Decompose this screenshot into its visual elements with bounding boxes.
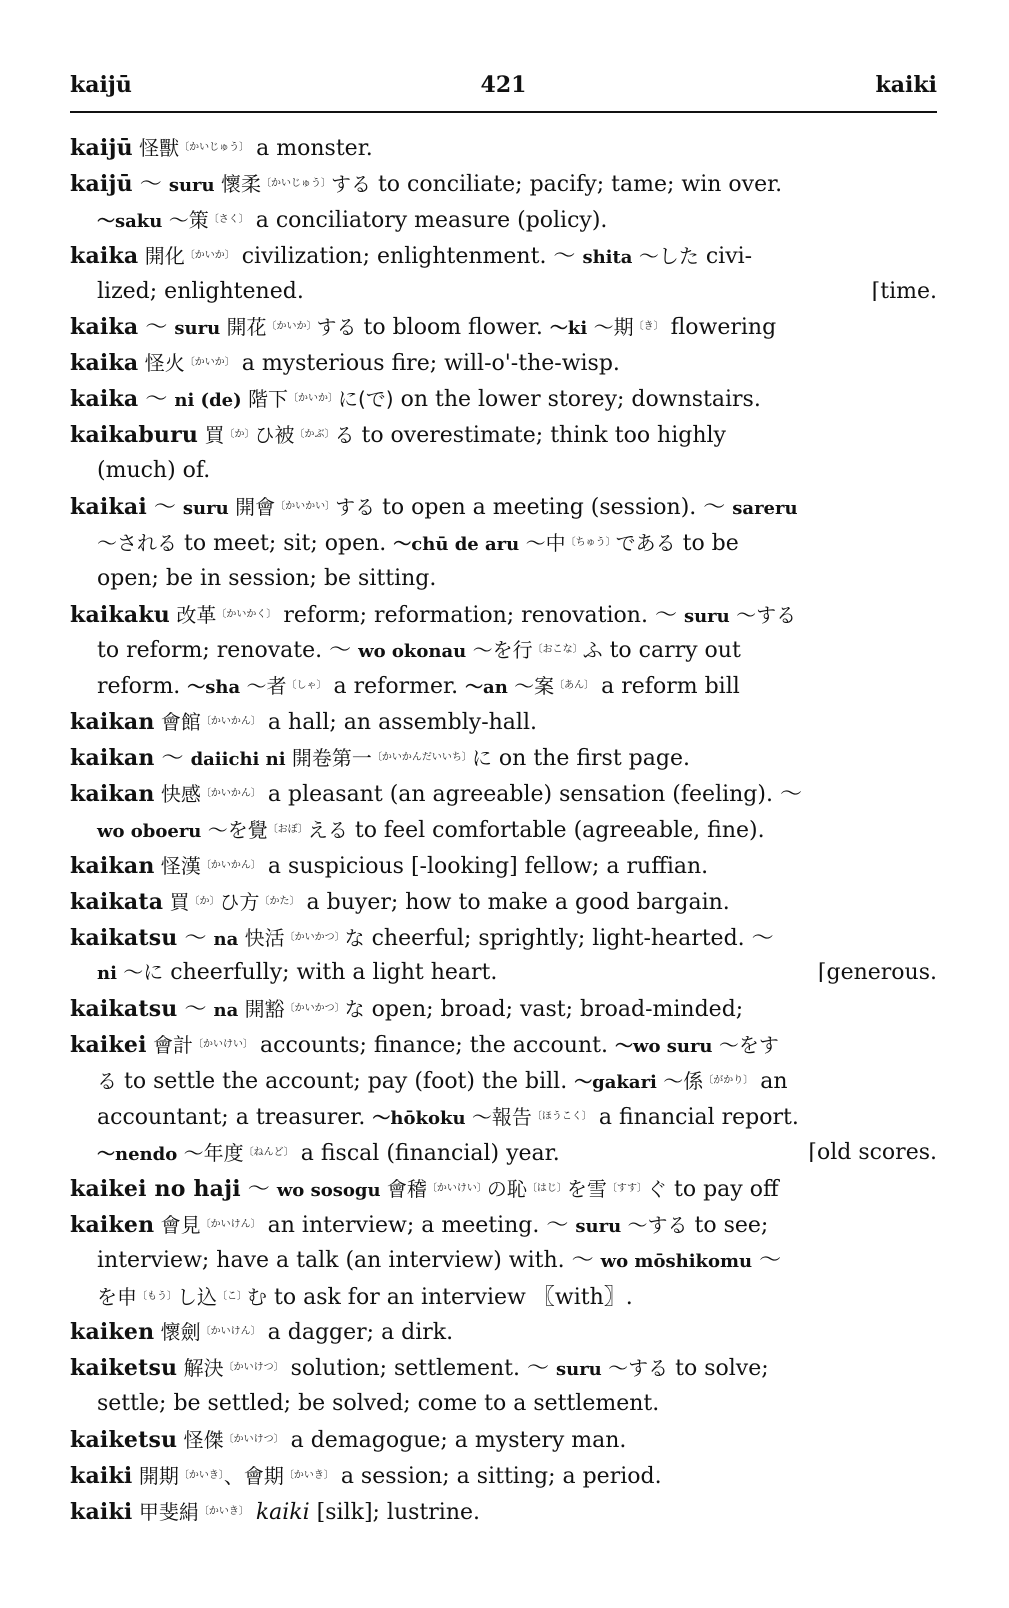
running-head-right: kaiki [875,72,937,98]
entry-line [70,381,937,417]
definition-text: to pay off [667,1176,779,1202]
definition-text: cheerfully; with a light heart. [163,960,498,986]
entry-line [70,597,937,633]
japanese-text: 快活 [238,925,285,950]
phrase: suru [683,605,730,627]
japanese-text: 怪獸 [132,136,180,160]
definition-text: to be [675,530,739,556]
japanese-text: ～年度 [177,1140,244,1165]
phrase: na [213,928,239,950]
entry-continuation-line [70,1135,937,1171]
furigana: 〔こ〕 [217,1290,247,1302]
entry-continuation-line [70,1243,937,1279]
phrase: wo oboeru [97,820,202,842]
entry-line [70,884,937,920]
japanese-text: 開會 [228,494,276,519]
definition-text: a reform bill [594,674,740,700]
definition-text: (much) of. [97,458,211,484]
definition-text: a session; a sitting; a period. [333,1463,662,1489]
furigana: 〔かいけん〕 [200,1326,261,1338]
japanese-text: ～中 [519,530,566,555]
japanese-text: ～をす [712,1033,779,1058]
definition-text: to see; [687,1212,769,1238]
furigana: 〔かいき〕 [283,1469,334,1481]
phrase: na [213,1000,239,1022]
phrase: wo okonau [358,641,467,663]
phrase: ～sha [187,677,241,699]
furigana: 〔かいか〕 [287,393,338,405]
phrase: ～nendo [97,1143,178,1165]
definition-text: reform. [97,674,188,700]
entry-continuation-line [70,202,937,238]
headword: kaikatsu [70,924,178,951]
definition-text: open; be in session; be sitting. [97,565,437,591]
japanese-text: ～者 [240,674,287,699]
definition-text: a fiscal (financial) year. [293,1140,560,1166]
furigana: 〔かいけい〕 [426,1182,487,1194]
japanese-text: ～する [601,1356,669,1381]
furigana: 〔か〕 [224,429,255,441]
japanese-text: を雪 [566,1176,607,1201]
furigana: 〔かぶ〕 [294,429,335,441]
furigana: 〔ねんど〕 [243,1146,294,1158]
phrase: suru [168,174,215,196]
furigana: 〔かいけい〕 [193,1039,254,1051]
entry-continuation-line [70,955,937,991]
japanese-text: る [334,423,355,448]
japanese-text: 怪火 [138,351,185,376]
headword: kaikata [70,888,164,915]
phrase: sareru [732,497,798,519]
furigana: 〔か〕 [189,895,220,907]
definition-text: an interview; a meeting. ～ [260,1212,576,1238]
japanese-text: である [615,530,676,555]
definition-text: a demagogue; a mystery man. [283,1428,627,1454]
japanese-text: ～案 [507,674,555,699]
furigana: 〔かいかん〕 [200,788,261,800]
definition-text: cheerful; sprightly; light-hearted. ～ [364,925,774,951]
japanese-text: ～される [97,530,177,555]
entry-line [70,345,937,381]
headword: kaika [70,386,139,413]
headword: kaika [70,350,139,377]
phrase: suru [575,1215,622,1237]
japanese-text: 、會期 [223,1463,284,1488]
phrase: daiichi ni [190,749,286,771]
japanese-text: ～する [729,602,797,627]
entry-line [70,489,937,525]
entry-continuation-line [70,1099,937,1135]
definition-text: to feel comfortable (agreeable, fine). [347,817,765,843]
furigana: 〔かた〕 [259,895,300,907]
furigana: 〔おこな〕 [532,644,583,656]
definition-text: ～ [240,1176,277,1202]
entry-line [70,704,937,740]
furigana: 〔がかり〕 [703,1075,754,1087]
definition-text: to settle the account; pay (foot) the bill. [117,1069,575,1095]
entry-line [70,238,937,274]
definition-text: accountant; a treasurer. [97,1105,373,1131]
headword: kaikaku [70,601,170,628]
phrase: ～wo suru [614,1036,713,1058]
phrase: wo mōshikomu [600,1250,753,1272]
japanese-text: 怪傑 [177,1428,224,1453]
japanese-text: 買 [163,889,190,914]
entry-line [70,1350,937,1386]
furigana: 〔かいか〕 [184,249,235,261]
overflow-word: ⌈generous. [817,960,937,986]
entry-line [70,166,937,202]
furigana: 〔もう〕 [137,1290,177,1302]
furigana: 〔かいかつ〕 [284,931,345,943]
headword: kaikatsu [70,996,178,1023]
definition-text: flowering [663,315,777,341]
definition-text: to ask for an interview 〖with〗. [267,1284,633,1310]
furigana: 〔ほうこく〕 [531,1111,592,1123]
definition-text: a mysterious fire; will-o'-the-wisp. [234,351,620,377]
headword: kaiki [70,1498,133,1525]
header-rule [70,111,937,113]
headword: kaika [70,314,139,341]
japanese-text: 開期 [132,1463,179,1488]
headword: kaiken [70,1211,155,1238]
definition-text: interview; have a talk (an interview) with. ～ [97,1247,601,1273]
definition-text: civilization; enlightenment. ～ [234,243,583,269]
japanese-text: える [307,817,348,842]
headword: kaijū [70,135,133,161]
headword: kaikan [70,745,155,772]
definition-text: ～ [177,997,214,1023]
definition-text: settle; be settled; be solved; come to a settlement. [97,1391,660,1417]
entry-continuation-line [70,812,937,848]
headword: kaikan [70,709,155,736]
headword: kaikaburu [70,422,199,449]
furigana: 〔かいかん〕 [200,859,261,871]
entry-continuation-line [70,561,937,597]
entry-line [70,417,937,453]
entry-line [70,848,937,884]
entry-line [70,920,937,956]
definition-text: reform; reformation; renovation. ～ [276,602,684,628]
japanese-text: ～を覺 [201,817,268,842]
japanese-text: ～を行 [466,638,533,663]
phrase: ～hōkoku [372,1108,466,1130]
furigana: 〔あん〕 [554,680,595,692]
definition-text: civi- [698,243,753,269]
headword: kaikan [70,781,155,808]
definition-text: on the first page. [491,746,690,772]
furigana: 〔さく〕 [208,213,249,225]
running-head-left: kaijū [70,72,132,98]
japanese-text: ひ被 [254,423,295,448]
japanese-text: む [247,1284,267,1309]
page-header [70,72,937,106]
japanese-text: 開花 [220,315,267,340]
entry-continuation-line [70,274,937,310]
furigana: 〔おぼ〕 [267,823,308,835]
entry-continuation-line [70,1063,937,1099]
japanese-text: し込 [177,1284,217,1309]
definition-text: ～ [138,315,175,341]
furigana: 〔かいか〕 [184,357,235,369]
definition-text: accounts; finance; the account. [253,1033,615,1059]
definition-text: lized; enlightened. [97,278,304,304]
entry-line [70,1494,937,1530]
entry-line [70,776,937,812]
headword: kaijū [70,170,133,197]
furigana: 〔かいけつ〕 [223,1362,284,1374]
japanese-text: に [471,746,492,771]
headword: kaika [70,242,139,269]
japanese-text: 階下 [241,387,288,412]
headword: kaikai [70,493,147,520]
japanese-text: 會計 [146,1033,194,1058]
phrase: ～saku [97,210,163,232]
japanese-text: る [97,1069,117,1094]
japanese-text: 甲斐絹 [132,1499,199,1524]
japanese-text: ～に [116,960,164,985]
definition-text: a financial report. [591,1105,799,1131]
japanese-text: 懷柔 [214,171,261,196]
japanese-text: な [344,997,365,1022]
japanese-text: 快感 [154,782,201,807]
furigana: 〔かいかんだいいち〕 [371,752,472,764]
phrase: ni (de) [174,390,242,412]
entry-continuation-line [70,1279,937,1315]
entry-line [70,1027,937,1063]
furigana: 〔かいき〕 [178,1469,224,1481]
furigana: 〔すす〕 [606,1182,648,1194]
headword: kaiketsu [70,1355,178,1382]
entry-continuation-line [70,632,937,668]
japanese-text: 改革 [170,602,217,627]
entry-line [70,740,937,776]
entry-continuation-line [70,453,937,489]
italic-text: kaiki [248,1499,310,1525]
overflow-word: ⌈time. [871,278,937,304]
definition-text: [silk]; lustrine. [309,1499,480,1525]
japanese-text: を申 [97,1284,137,1309]
definition-text: a buyer; how to make a good bargain. [299,889,730,915]
entry-line [70,1207,937,1243]
japanese-text: に(で) [337,387,394,412]
definition-text: open; broad; vast; broad-minded; [364,997,744,1023]
definition-text: to overestimate; think too highly [354,423,726,449]
definition-text: solution; settlement. ～ [283,1356,556,1382]
definition-text: a suspicious [-looking] fellow; a ruffian. [260,853,709,879]
phrase: ～gakari [574,1072,657,1094]
definition-text: to meet; sit; open. [177,530,394,556]
japanese-text: な [344,925,365,950]
definition-text: a reformer. [326,674,466,700]
definition-text: to solve; [668,1356,769,1382]
entry-line [70,309,937,345]
japanese-text: する [330,171,371,196]
japanese-text: 怪漢 [154,853,201,878]
headword: kaiketsu [70,1427,178,1454]
entry-line [70,1314,937,1350]
furigana: 〔しゃ〕 [286,680,327,692]
furigana: 〔かいか〕 [266,321,317,333]
japanese-text: 懷劍 [154,1320,201,1345]
definition-text: a pleasant (an agreeable) sensation (feeling). ～ [260,782,802,808]
japanese-text: ～する [621,1212,688,1237]
japanese-text: の恥 [486,1176,527,1201]
definition-text: ～ [146,494,183,520]
japanese-text: ぐ [647,1176,668,1201]
furigana: 〔かいけつ〕 [223,1434,284,1446]
headword: kaikei no haji [70,1175,241,1202]
phrase: ～chū de aru [393,533,520,555]
japanese-text: ～策 [162,207,209,232]
definition-text: on the lower storey; downstairs. [393,387,761,413]
phrase: suru [174,318,221,340]
definition-text: ～ [177,925,214,951]
headword: kaikan [70,852,155,879]
furigana: 〔かいじゅう〕 [260,177,331,189]
entry-continuation-line [70,668,937,704]
definition-text: to carry out [602,638,741,664]
japanese-text: ひ方 [219,889,260,914]
japanese-text: ふ [582,638,603,663]
definition-text: an [753,1069,788,1095]
japanese-text: 開豁 [238,997,285,1022]
japanese-text: する [335,494,376,519]
entry-continuation-line [70,1386,937,1422]
definition-text: to open a meeting (session). ～ [375,494,733,520]
japanese-text: 開卷第一 [285,746,372,771]
furigana: 〔かいき〕 [198,1505,249,1517]
definition-text: to bloom flower. [356,315,550,341]
definition-text: ～ [132,171,169,197]
japanese-text: する [316,315,357,340]
phrase: ni [97,963,117,985]
furigana: 〔かいかつ〕 [284,1003,345,1015]
furigana: 〔かいかん〕 [200,716,261,728]
japanese-text: ～期 [587,315,634,340]
entry-line [70,1422,937,1458]
furigana: 〔かいかい〕 [275,500,336,512]
entry-continuation-line [70,525,937,561]
definition-text: ～ [752,1247,782,1273]
phrase: ～ki [549,318,588,340]
page-number: 421 [480,72,527,98]
japanese-text: 解決 [177,1356,224,1381]
furigana: 〔ちゅう〕 [565,536,616,548]
definition-text: to reform; renovate. ～ [97,638,359,664]
entry-line [70,991,937,1027]
entry-line [70,1171,937,1207]
definition-text: a monster. [249,136,373,161]
furigana: 〔かいかく〕 [216,608,277,620]
definition-text: a hall; an assembly-hall. [260,710,537,736]
japanese-text: 會稽 [380,1176,427,1201]
definition-text: to conciliate; pacify; tame; win over. [370,171,783,197]
japanese-text: ～報告 [465,1105,532,1130]
japanese-text: 會見 [154,1212,201,1237]
japanese-text: 會館 [154,710,201,735]
furigana: 〔かいじゅう〕 [179,142,250,153]
definition-text: a dagger; a dirk. [260,1320,454,1346]
phrase: wo sosogu [276,1179,381,1201]
definition-text: ～ [154,746,191,772]
japanese-text: ～係 [656,1069,704,1094]
japanese-text: 買 [198,423,225,448]
entry-line [70,1458,937,1494]
furigana: 〔はじ〕 [526,1182,567,1194]
furigana: 〔き〕 [633,321,664,333]
definition-text: ～ [138,387,175,413]
headword: kaiken [70,1319,155,1346]
japanese-text: ～した [632,243,699,268]
furigana: 〔かいけん〕 [200,1218,261,1230]
phrase: suru [555,1359,602,1381]
overflow-word: ⌈old scores. [808,1139,937,1165]
japanese-text: 開化 [138,243,185,268]
phrase: shita [582,246,633,268]
phrase: suru [182,497,229,519]
definition-text: a conciliatory measure (policy). [248,207,608,233]
entry-line [70,130,937,166]
headword: kaikei [70,1032,147,1059]
phrase: ～an [465,677,508,699]
dictionary-entries [70,130,937,1530]
headword: kaiki [70,1462,133,1489]
